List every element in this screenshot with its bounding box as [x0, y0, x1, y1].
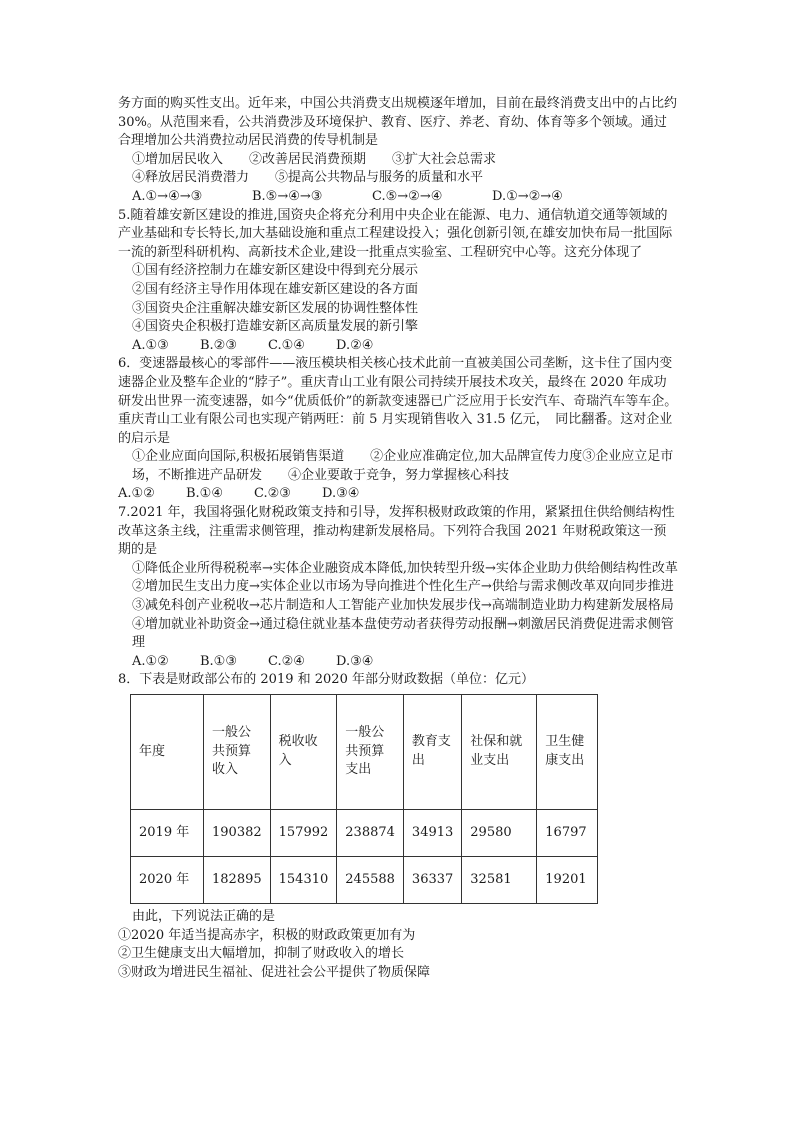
cell-education: 34913 [403, 810, 461, 857]
q5-item-1: ①国有经济控制力在雄安新区建设中得到充分展示 [132, 263, 419, 279]
q8-item-1: ①2020 年适当提高赤字，积极的财政政策更加有为 [118, 927, 416, 943]
header-tax-revenue: 税收收入 [270, 695, 337, 810]
cell-budget-expenditure: 245588 [337, 857, 404, 904]
cell-social-security: 32581 [462, 857, 537, 904]
cell-education: 36337 [403, 857, 461, 904]
table-header-row [131, 695, 598, 810]
q5-options [118, 337, 678, 356]
q7-item-3: ③减免科创产业税收→芯片制造和人工智能产业加快发展步伐→高端制造业助力构建新发展格局 [132, 598, 674, 614]
q8-item-3: ③财政为增进民生福祉、促进社会公平提供了物质保障 [118, 964, 431, 980]
cell-tax-revenue: 154310 [270, 857, 337, 904]
cell-tax-revenue: 157992 [270, 810, 337, 857]
q5-option-c[interactable]: C.①④ [268, 337, 305, 353]
header-education: 教育支出 [403, 695, 461, 810]
q7-options [118, 653, 678, 672]
q6-option-a[interactable]: A.①② [118, 486, 155, 502]
header-year: 年度 [131, 695, 204, 810]
q5-item-3: ③国资央企注重解决雄安新区发展的协调性整体性 [132, 300, 419, 316]
cell-health: 19201 [537, 857, 598, 904]
header-social-security: 社保和就业支出 [462, 695, 537, 810]
q8-after: 由此，下列说法正确的是 [132, 909, 276, 924]
q6-items: ①企业应面向国际,积极拓展销售渠道 ②企业应准确定位,加大品牌宣传力度③企业应立足市场，不断推进产品研发 ④企业要敢于竞争，努力掌握核心科技 [132, 449, 674, 483]
q6-stem: 6．变速器最核心的零部件——液压模块相关核心技术此前一直被美国公司垄断，这卡住了国内变速器企业及整车企业的“脖子”。重庆青山工业有限公司持续开展技术攻关，最终在 2020 年成功研发出世界一流变速器，如今“优质低价”的新款变速器已广泛应用于长安汽车、奇瑞汽车等车企。重庆青山工业有限公司也实现产销两旺：前 5 月实现销售收入 31.5 亿元， 同比翻番。这对企业的启示是 [118, 356, 678, 446]
q4-option-d[interactable]: D.①→②→④ [492, 188, 563, 204]
cell-budget-revenue: 182895 [204, 857, 271, 904]
q4-option-b[interactable]: B.⑤→④→③ [252, 188, 323, 204]
q6-option-b[interactable]: B.①④ [186, 486, 223, 502]
cell-budget-revenue: 190382 [204, 810, 271, 857]
header-budget-expenditure: 一般公共预算支出 [337, 695, 404, 810]
table-row [131, 857, 598, 904]
cell-year: 2019 年 [131, 810, 204, 857]
exam-page [118, 95, 678, 982]
q5-stem: 5.随着雄安新区建设的推进,国资央企将充分利用中央企业在能源、电力、通信轨道交通等领域的产业基础和专长特长,加大基础设施和重点工程建设投入；强化创新引领,在雄安加快布局一批国际一流的新型科研机构、高新技术企业,建设一批重点实验室、工程研究中心等。这充分体现了 [118, 207, 673, 260]
q8-stem: 8．下表是财政部公布的 2019 和 2020 年部分财政数据（单位：亿元） [118, 672, 534, 688]
q6-options [118, 485, 678, 504]
q7-item-2: ②增加民生支出力度→实体企业以市场为导向推进个性化生产→供给与需求侧改革双向同步推进 [132, 579, 674, 595]
q4-options [118, 188, 678, 207]
q4-option-c[interactable]: C.⑤→②→④ [372, 188, 443, 204]
q5-item-4: ④国资央企积极打造雄安新区高质量发展的新引擎 [132, 319, 419, 335]
cell-budget-expenditure: 238874 [337, 810, 404, 857]
q5-item-2: ②国有经济主导作用体现在雄安新区建设的各方面 [132, 281, 419, 297]
q7-stem: 7.2021 年，我国将强化财税政策支持和引导，发挥积极财政政策的作用，紧紧扭住供给侧结构性改革这条主线，注重需求侧管理，推动构建新发展格局。下列符合我国 2021 年财税政策这一预期的是 [118, 505, 675, 558]
finance-table [130, 694, 598, 904]
table-row [131, 810, 598, 857]
q4-option-a[interactable]: A.①→④→③ [132, 188, 203, 204]
q8-item-2: ②卫生健康支出大幅增加，抑制了财政收入的增长 [118, 946, 405, 962]
header-health: 卫生健康支出 [537, 695, 598, 810]
q4-stem: 务方面的购买性支出。近年来，中国公共消费支出规模逐年增加，目前在最终消费支出中的占比约 30%。从范围来看，公共消费涉及环境保护、教育、医疗、养老、育幼、体育等多个领域。通过合理增加公共消费拉动居民消费的传导机制是 [118, 96, 678, 149]
q5-option-a[interactable]: A.①③ [132, 337, 169, 353]
q4-item-row-2: ④释放居民消费潜力 ⑤提高公共物品与服务的质量和水平 [132, 170, 484, 186]
q4-item-row-1: ①增加居民收入 ②改善居民消费预期 ③扩大社会总需求 [132, 151, 497, 167]
q7-option-c[interactable]: C.②④ [268, 653, 305, 669]
cell-health: 16797 [537, 810, 598, 857]
q7-option-b[interactable]: B.①③ [200, 653, 237, 669]
q7-option-a[interactable]: A.①② [132, 653, 169, 669]
q6-option-c[interactable]: C.②③ [254, 486, 291, 502]
header-budget-revenue: 一般公共预算收入 [204, 695, 271, 810]
q7-item-4: ④增加就业补助资金→通过稳住就业基本盘使劳动者获得劳动报酬→刺激居民消费促进需求侧管理 [132, 616, 674, 651]
q7-option-d[interactable]: D.③④ [336, 653, 374, 669]
q5-option-b[interactable]: B.②③ [200, 337, 237, 353]
q7-item-1: ①降低企业所得税税率→实体企业融资成本降低,加快转型升级→实体企业助力供给侧结构性改革 [132, 560, 678, 576]
q5-option-d[interactable]: D.②④ [336, 337, 374, 353]
cell-year: 2020 年 [131, 857, 204, 904]
q6-option-d[interactable]: D.③④ [322, 486, 360, 502]
cell-social-security: 29580 [462, 810, 537, 857]
